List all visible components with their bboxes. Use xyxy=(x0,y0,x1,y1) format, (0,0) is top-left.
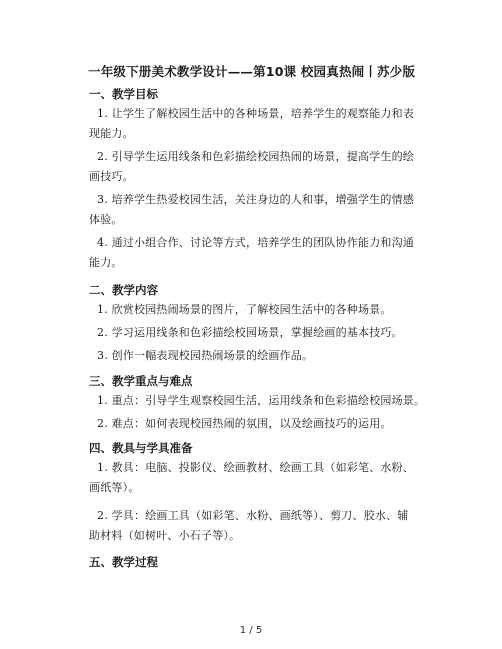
section-heading-content: 二、教学内容 xyxy=(89,283,158,297)
section-heading-materials: 四、教具与学具准备 xyxy=(89,441,193,455)
document-title: 一年级下册美术教学设计——第10课 校园真热闹丨苏少版 xyxy=(88,64,416,79)
key-point-item-1: 1. 重点：引导学生观察校园生活，运用线条和色彩描绘校园场景。 xyxy=(97,394,426,407)
content-item-2: 2. 学习运用线条和色彩描绘校园场景，掌握绘画的基本技巧。 xyxy=(97,326,403,339)
section-heading-process: 五、教学过程 xyxy=(89,555,158,569)
content-item-3: 3. 创作一幅表现校园热闹场景的绘画作品。 xyxy=(97,349,314,362)
objective-item-1: 1. 让学生了解校园生活中的各种场景，培养学生的观察能力和表现能力。 xyxy=(89,107,414,140)
section-heading-key-points: 三、教学重点与难点 xyxy=(89,374,193,388)
objective-item-4: 4. 通过小组合作、讨论等方式，培养学生的团队协作能力和沟通能力。 xyxy=(89,236,414,269)
materials-item-2: 2. 学具：绘画工具（如彩笔、水粉、画纸等）、剪刀、胶水、辅助材料（如树叶、小石子等）。 xyxy=(89,509,409,542)
objective-item-2: 2. 引导学生运用线条和色彩描绘校园热闹的场景，提高学生的绘画技巧。 xyxy=(89,150,414,183)
content-item-1: 1. 欣赏校园热闹场景的图片，了解校园生活中的各种场景。 xyxy=(97,303,392,316)
objective-item-3: 3. 培养学生热爱校园生活，关注身边的人和事，增强学生的情感体验。 xyxy=(89,193,414,226)
section-heading-objectives: 一、教学目标 xyxy=(89,87,158,101)
key-point-item-2: 2. 难点：如何表现校园热闹的氛围，以及绘画技巧的运用。 xyxy=(97,417,392,430)
page-number: 1 / 5 xyxy=(239,625,263,636)
materials-item-1: 1. 教具：电脑、投影仪、绘画教材、绘画工具（如彩笔、水粉、画纸等）。 xyxy=(89,461,414,494)
